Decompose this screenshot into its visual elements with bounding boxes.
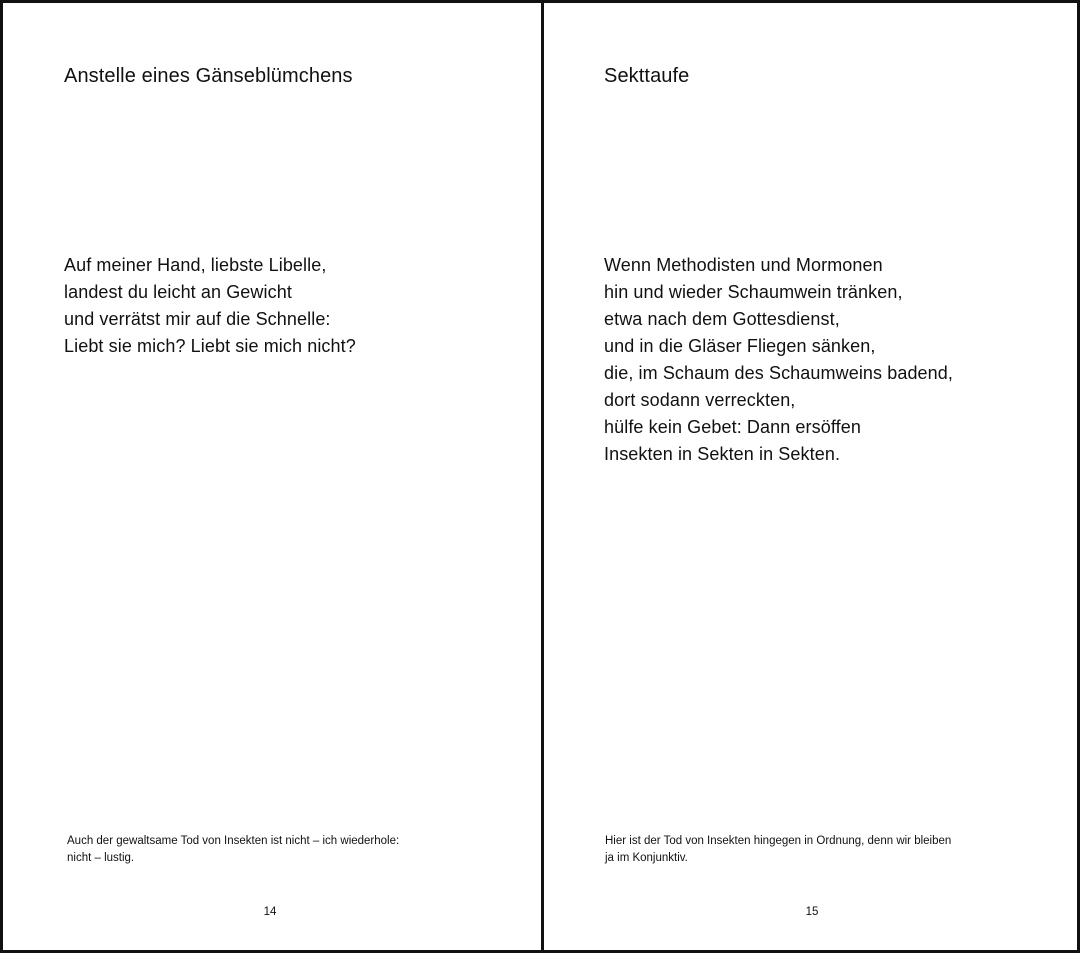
footnote-line: nicht – lustig. — [67, 852, 135, 864]
footnote-line: ja im Konjunktiv. — [605, 852, 688, 864]
poem-line: Auf meiner Hand, liebste Libelle, — [64, 255, 327, 275]
footnote — [67, 833, 467, 867]
page-number: 15 — [805, 906, 819, 918]
poem-title: Sekttaufe — [604, 65, 690, 87]
footnote-line: Hier ist der Tod von Insekten hingegen in Ordnung, denn wir bleiben — [605, 835, 952, 847]
right-page — [544, 3, 1080, 950]
poem-line: Wenn Methodisten und Mormonen — [604, 255, 883, 275]
footnote — [605, 833, 1005, 867]
poem-line: die, im Schaum des Schaumweins badend, — [604, 363, 953, 383]
poem-line: und verrätst mir auf die Schnelle: — [64, 309, 331, 329]
poem-line: hülfe kein Gebet: Dann ersöffen — [604, 417, 861, 437]
poem-line: dort sodann verreckten, — [604, 390, 796, 410]
poem-line: etwa nach dem Gottesdienst, — [604, 309, 840, 329]
poem-line: Insekten in Sekten in Sekten. — [604, 444, 841, 464]
poem-stanza — [64, 252, 356, 360]
poem-line: Liebt sie mich? Liebt sie mich nicht? — [64, 336, 356, 356]
poem-line: und in die Gläser Fliegen sänken, — [604, 336, 876, 356]
left-page — [3, 3, 541, 950]
footnote-line: Auch der gewaltsame Tod von Insekten ist nicht – ich wiederhole: — [67, 835, 400, 847]
poem-line: hin und wieder Schaumwein tränken, — [604, 282, 903, 302]
page-number: 14 — [263, 906, 277, 918]
poem-title: Anstelle eines Gänseblümchens — [64, 65, 353, 87]
poem-stanza — [604, 252, 953, 468]
poem-line: landest du leicht an Gewicht — [64, 282, 292, 302]
